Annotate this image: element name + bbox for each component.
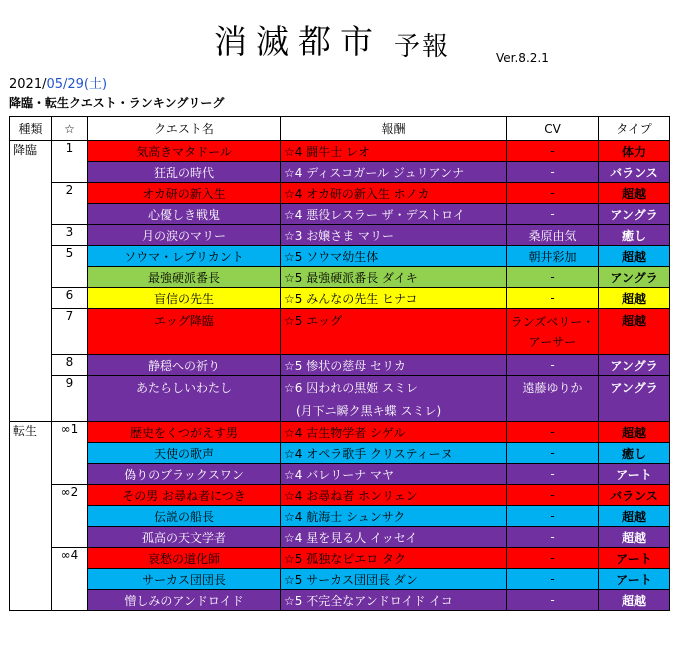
reward-text: ☆4 バレリーナ マヤ xyxy=(284,467,395,482)
cell-quest: 盲信の先生 xyxy=(88,288,281,309)
cell-reward xyxy=(281,309,507,355)
cell-cv: 遠藤ゆりか xyxy=(507,376,599,422)
cell-type: 超越 xyxy=(599,506,670,527)
date-label xyxy=(9,73,107,92)
cell-type: アート xyxy=(599,548,670,569)
cell-star: 2 xyxy=(52,183,88,225)
cell-quest: ソウマ・レプリカント xyxy=(88,246,281,267)
cell-star: ∞2 xyxy=(52,485,88,548)
cell-cv: 桑原由気 xyxy=(507,225,599,246)
cell-type: 超越 xyxy=(599,246,670,267)
cell-kind: 降臨 xyxy=(10,141,52,422)
cell-cv: - xyxy=(507,485,599,506)
cell-cv: ランズベリー・アーサー xyxy=(507,309,599,355)
cell-cv: - xyxy=(507,141,599,162)
cell-reward xyxy=(281,376,507,422)
col-cv: CV xyxy=(507,117,599,141)
cell-reward xyxy=(281,569,507,590)
cell-quest: エッグ降臨 xyxy=(88,309,281,355)
cell-quest: その男 お尋ね者につき xyxy=(88,485,281,506)
cell-cv: - xyxy=(507,527,599,548)
cell-cv: - xyxy=(507,267,599,288)
reward-text: ☆4 航海士 シュンサク xyxy=(284,509,406,524)
cell-reward xyxy=(281,485,507,506)
cell-type: 癒し xyxy=(599,443,670,464)
cell-reward xyxy=(281,527,507,548)
cell-quest: サーカス団団長 xyxy=(88,569,281,590)
cell-star: 7 xyxy=(52,309,88,355)
table-row xyxy=(10,141,670,162)
table-row xyxy=(10,422,670,443)
cell-quest: 気高きマタドール xyxy=(88,141,281,162)
cell-star: 5 xyxy=(52,246,88,288)
table-row xyxy=(10,225,670,246)
table-row xyxy=(10,183,670,204)
cell-kind: 転生 xyxy=(10,422,52,611)
reward-text: ☆5 みんなの先生 ヒナコ xyxy=(284,291,418,306)
table-row xyxy=(10,309,670,355)
cell-cv: - xyxy=(507,506,599,527)
cell-quest: 孤高の天文学者 xyxy=(88,527,281,548)
cell-reward xyxy=(281,162,507,183)
cell-type: アート xyxy=(599,464,670,485)
cell-cv: - xyxy=(507,288,599,309)
reward-text: ☆5 孤独なピエロ タク xyxy=(284,551,407,566)
cell-type: バランス xyxy=(599,162,670,183)
cell-cv: - xyxy=(507,443,599,464)
cell-reward xyxy=(281,443,507,464)
cell-type: 超越 xyxy=(599,183,670,204)
reward-text: ☆4 オカ研の新入生 ホノカ xyxy=(284,186,430,201)
cell-reward xyxy=(281,288,507,309)
cell-cv: - xyxy=(507,464,599,485)
reward-text: ☆4 お尋ね者 ホンリェン xyxy=(284,488,418,503)
table-row xyxy=(10,162,670,183)
section-subtitle: 降臨・転生クエスト・ランキングリーグ xyxy=(9,96,225,110)
cell-cv: - xyxy=(507,422,599,443)
cell-star: ∞1 xyxy=(52,422,88,485)
cell-cv: - xyxy=(507,590,599,611)
col-quest: クエスト名 xyxy=(88,117,281,141)
cell-reward xyxy=(281,506,507,527)
table-header-row xyxy=(10,117,670,141)
cell-type: アングラ xyxy=(599,204,670,225)
cell-quest: 天使の歌声 xyxy=(88,443,281,464)
reward-text: ☆4 悪役レスラー ザ・デストロイ xyxy=(284,207,465,222)
reward-text: ☆4 古生物学者 シゲル xyxy=(284,425,406,440)
cell-quest: 憎しみのアンドロイド xyxy=(88,590,281,611)
cell-quest: オカ研の新入生 xyxy=(88,183,281,204)
cell-cv: - xyxy=(507,355,599,376)
cell-reward xyxy=(281,183,507,204)
table-row xyxy=(10,376,670,422)
reward-text: ☆5 ソウマ幼生体 xyxy=(284,249,379,264)
table-row xyxy=(10,590,670,611)
reward-text: ☆5 最強硬派番長 ダイキ xyxy=(284,270,418,285)
cell-type: アングラ xyxy=(599,376,670,422)
cell-quest: 哀愁の道化師 xyxy=(88,548,281,569)
reward-text: ☆4 星を見る人 イッセイ xyxy=(284,530,418,545)
cell-quest: 歴史をくつがえす男 xyxy=(88,422,281,443)
date-day: 05/29(土) xyxy=(46,77,108,92)
cell-reward xyxy=(281,246,507,267)
cell-type: 超越 xyxy=(599,590,670,611)
reward-subtext: (月下ニ瞬ク黒キ蝶 スミレ) xyxy=(296,404,442,418)
cell-star: 1 xyxy=(52,141,88,183)
cell-reward xyxy=(281,267,507,288)
page-title-sub: 予報 xyxy=(394,32,451,62)
cell-type: アングラ xyxy=(599,355,670,376)
reward-text: ☆5 不完全なアンドロイド イコ xyxy=(284,593,453,608)
page-title: 消滅都市 xyxy=(214,22,382,61)
cell-star: 3 xyxy=(52,225,88,246)
reward-text: ☆5 サーカス団団長 ダン xyxy=(284,572,418,587)
cell-reward xyxy=(281,590,507,611)
col-kind: 種類 xyxy=(10,117,52,141)
reward-text: ☆4 闘牛士 レオ xyxy=(284,144,371,159)
reward-text: ☆4 オペラ歌手 クリスティーヌ xyxy=(284,446,453,461)
cell-quest: あたらしいわたし xyxy=(88,376,281,422)
cell-cv: - xyxy=(507,569,599,590)
col-reward: 報酬 xyxy=(281,117,507,141)
cell-quest: 狂乱の時代 xyxy=(88,162,281,183)
cell-quest: 静穏への祈り xyxy=(88,355,281,376)
table-row xyxy=(10,464,670,485)
cell-reward xyxy=(281,355,507,376)
cell-type: 超越 xyxy=(599,288,670,309)
cell-quest: 最強硬派番長 xyxy=(88,267,281,288)
cell-type: アングラ xyxy=(599,267,670,288)
table-row xyxy=(10,506,670,527)
table-row xyxy=(10,485,670,506)
reward-text: ☆3 お嬢さま マリー xyxy=(284,228,395,243)
cell-quest: 伝説の船長 xyxy=(88,506,281,527)
reward-text: ☆5 エッグ xyxy=(284,314,342,328)
cell-star: 8 xyxy=(52,355,88,376)
cell-quest: 偽りのブラックスワン xyxy=(88,464,281,485)
cell-quest: 月の涙のマリー xyxy=(88,225,281,246)
col-star: ☆ xyxy=(52,117,88,141)
cell-cv: - xyxy=(507,548,599,569)
cell-type: アート xyxy=(599,569,670,590)
reward-text: ☆4 ディスコガール ジュリアンナ xyxy=(284,165,465,180)
cell-reward xyxy=(281,548,507,569)
forecast-table xyxy=(9,116,670,611)
cell-cv: - xyxy=(507,183,599,204)
cell-type: 超越 xyxy=(599,422,670,443)
cell-reward xyxy=(281,225,507,246)
cell-type: 癒し xyxy=(599,225,670,246)
cell-type: 超越 xyxy=(599,309,670,355)
reward-text: ☆6 囚われの黒姫 スミレ xyxy=(284,381,419,395)
version-label: Ver.8.2.1 xyxy=(496,51,549,65)
table-row xyxy=(10,527,670,548)
cell-cv: - xyxy=(507,204,599,225)
cell-reward xyxy=(281,464,507,485)
table-row xyxy=(10,267,670,288)
cell-cv: 朝井彩加 xyxy=(507,246,599,267)
cell-type: バランス xyxy=(599,485,670,506)
table-row xyxy=(10,288,670,309)
col-type: タイプ xyxy=(599,117,670,141)
cell-quest: 心優しき戦鬼 xyxy=(88,204,281,225)
cell-reward xyxy=(281,204,507,225)
cell-type: 体力 xyxy=(599,141,670,162)
cell-star: ∞4 xyxy=(52,548,88,611)
table-row xyxy=(10,246,670,267)
table-row xyxy=(10,548,670,569)
reward-text: ☆5 惨状の慈母 セリカ xyxy=(284,358,406,373)
table-row xyxy=(10,443,670,464)
cell-type: 超越 xyxy=(599,527,670,548)
cell-star: 9 xyxy=(52,376,88,422)
cell-reward xyxy=(281,141,507,162)
date-year: 2021/ xyxy=(9,77,47,92)
table-row xyxy=(10,569,670,590)
cell-reward xyxy=(281,422,507,443)
cell-cv: - xyxy=(507,162,599,183)
title-area xyxy=(0,6,680,68)
table-row xyxy=(10,204,670,225)
cell-star: 6 xyxy=(52,288,88,309)
table-row xyxy=(10,355,670,376)
